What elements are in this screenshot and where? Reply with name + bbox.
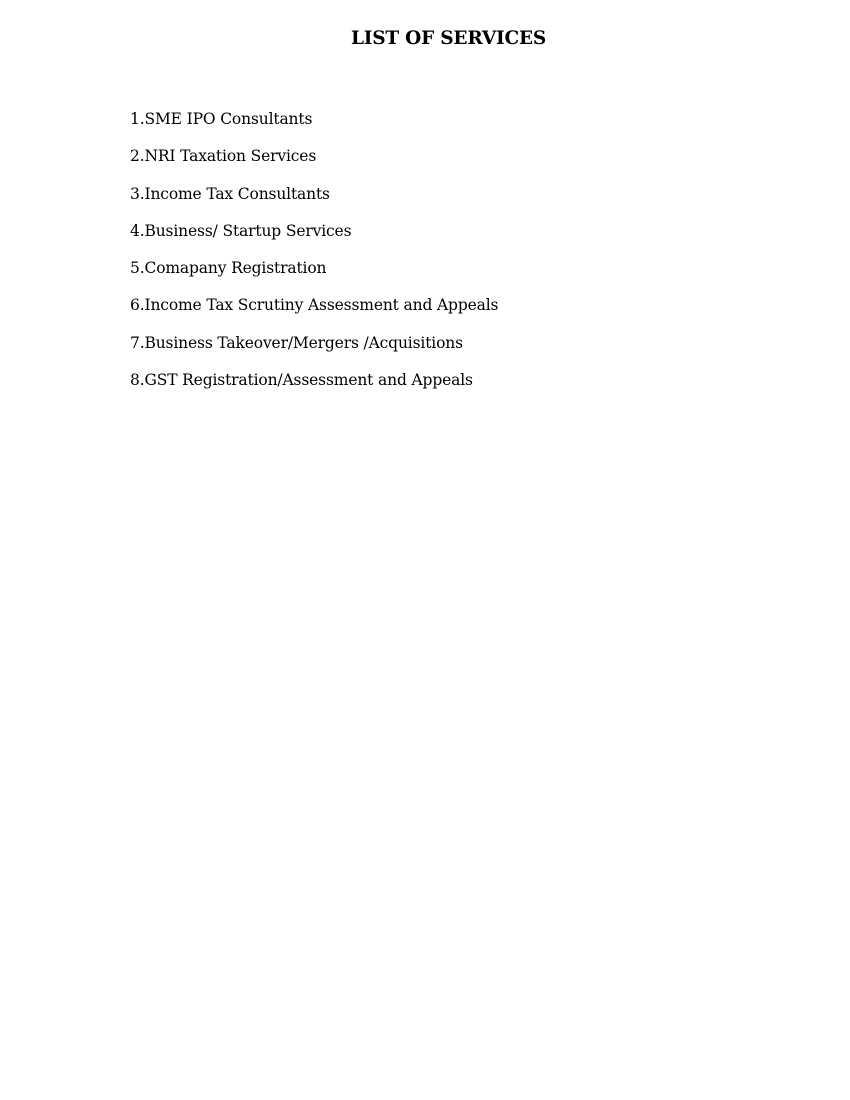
service-item-business-startup: 4.Business/ Startup Services [130, 221, 352, 240]
service-item-business-takeover: 7.Business Takeover/Mergers /Acquisitions [130, 333, 463, 352]
services-list [130, 108, 498, 406]
service-item-gst-registration: 8.GST Registration/Assessment and Appeals [130, 371, 473, 390]
service-item-nri-taxation: 2.NRI Taxation Services [130, 147, 317, 166]
service-item-income-tax: 3.Income Tax Consultants [130, 184, 330, 203]
service-item-tax-scrutiny: 6.Income Tax Scrutiny Assessment and Appeals [130, 296, 499, 315]
page-title: LIST OF SERVICES [350, 28, 547, 49]
service-item-company-registration: 5.Comapany Registration [130, 259, 327, 278]
service-item-sme-ipo: 1.SME IPO Consultants [130, 110, 313, 128]
